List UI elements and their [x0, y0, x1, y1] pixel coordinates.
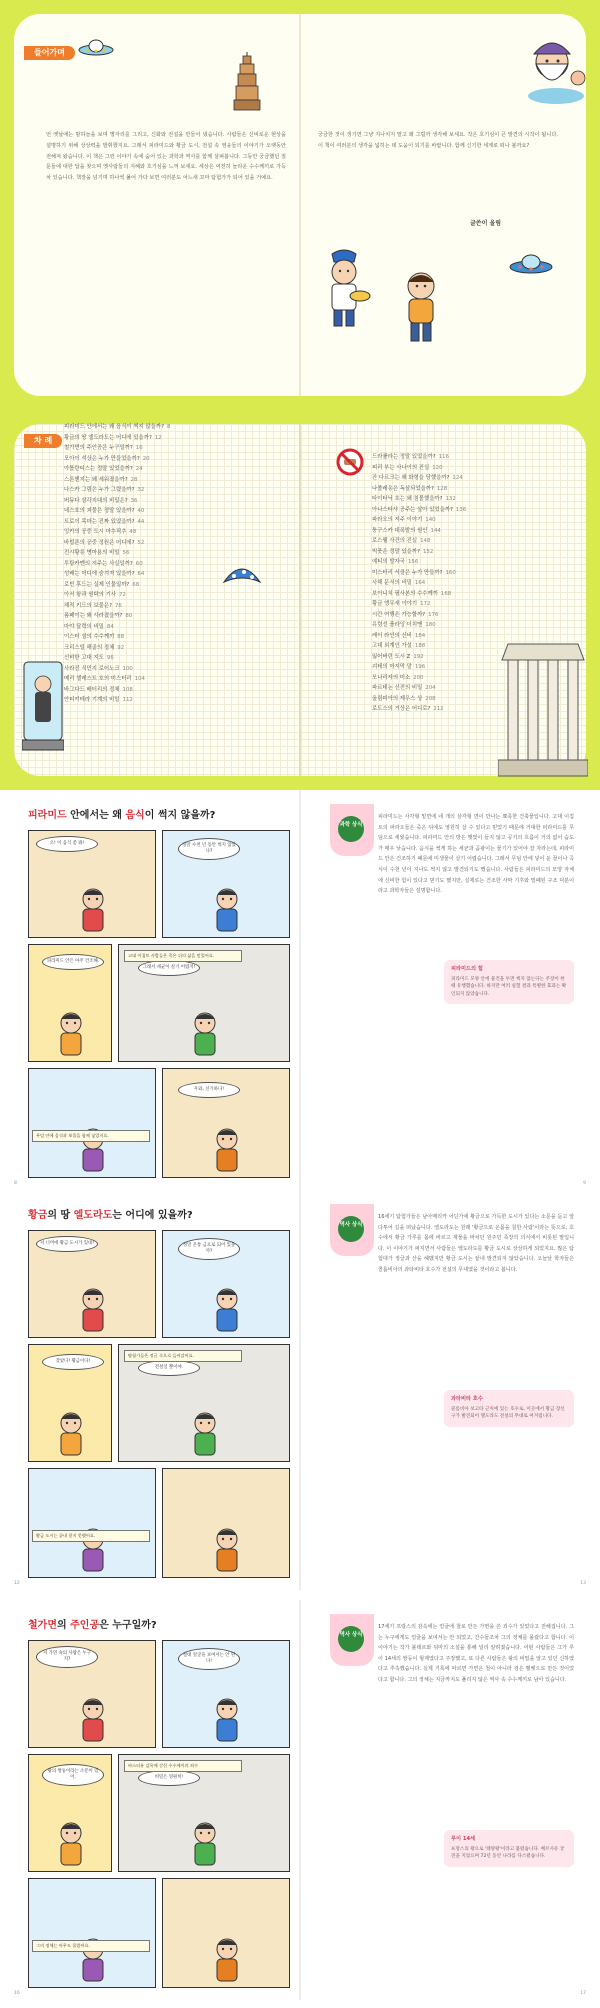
comic-panel — [28, 1468, 156, 1578]
toc-entry-title: 바그다드 배터리의 정체 — [64, 686, 120, 693]
cartoon-character — [51, 1009, 91, 1059]
toc-entry-title: 잃어버린 도시 Z — [372, 653, 411, 660]
toc-entry-title: 마야 달력의 비밀 — [64, 623, 104, 630]
side-note-box — [444, 960, 574, 1004]
speech-balloon: 전설일 뿐이야. — [138, 1360, 200, 1376]
toc-entry-title: 피리 부는 사나이의 진실 — [372, 464, 430, 471]
toc-entry-page: 128 — [436, 485, 448, 492]
toc-list-left — [64, 422, 170, 706]
speech-balloon: 오! 이 음식 좀 봐! — [36, 836, 98, 852]
toc-entry-title: 진시황릉 병마용의 비밀 — [64, 550, 120, 556]
statue-display-case — [22, 660, 64, 752]
toc-badge: 차 례 — [24, 434, 62, 448]
toc-entry-page: 56 — [122, 550, 130, 556]
toc-entry-page: 92 — [117, 644, 125, 651]
toc-entry-page: 100 — [122, 665, 133, 672]
comic-panels — [28, 1230, 290, 1580]
child-character — [394, 266, 448, 346]
toc-entry-title: 잉카의 공중 도시 마추픽추 — [64, 529, 127, 535]
page-gutter — [299, 424, 301, 776]
cartoon-character — [207, 885, 247, 935]
toc-entry-title: 로스웰 사건의 진실 — [372, 538, 418, 544]
cartoon-character — [207, 1125, 247, 1175]
toc-entry — [64, 433, 170, 444]
comic-caption: 무덤 안에 음식과 보물을 함께 넣었지요. — [32, 1130, 150, 1142]
speech-balloon: 정말 온통 금으로 되어 있을까? — [178, 1238, 240, 1260]
toc-entry-page: 196 — [414, 664, 426, 670]
toc-entry-page: 36 — [130, 497, 138, 504]
toc-entry — [64, 464, 170, 475]
cartoon-character — [73, 1695, 113, 1745]
toc-entry — [64, 695, 170, 706]
article-title-part: 피라미드 — [28, 810, 67, 821]
toc-entry — [64, 443, 170, 454]
cartoon-character — [185, 1009, 225, 1059]
greek-ruins-illustration — [498, 630, 588, 780]
article-title-part: 는 어디에 있을까? — [112, 1210, 193, 1221]
preface-right-text: 궁금한 것이 생기면 그냥 지나치지 말고 왜 그럴까 생각해 보세요. 작은 호기심이 큰 발견의 시작이 됩니다. 이 책이 여러분의 생각을 넓히는 데 도움이 되기를 바랍니다. 함께 신기한 세계로 떠나 볼까요? — [318, 132, 558, 149]
toc-entry-title: 시간 여행은 가능할까? — [372, 611, 426, 618]
cartoon-character — [73, 885, 113, 935]
page-gutter — [299, 14, 301, 396]
toc-entry-title: 피라미드 안에서는 왜 음식이 썩지 않을까? — [64, 424, 164, 430]
article-title-part: 음식 — [125, 810, 145, 821]
toc-entry-page: 124 — [452, 475, 463, 481]
toc-entry-page: 136 — [455, 506, 467, 513]
toc-entry-title: 레이 라인의 신비 — [372, 632, 412, 639]
no-sign-icon — [336, 448, 364, 476]
toc-entry — [64, 506, 170, 517]
speech-balloon: 저 너머에 황금 도시가 있대! — [36, 1236, 98, 1252]
toc-entry-title: 투탕카멘의 저주는 사실일까? — [64, 560, 133, 567]
toc-entry-title: 파라오의 저주 이야기 — [372, 517, 423, 523]
article-title-part: 은 누구일까? — [99, 1620, 157, 1631]
toc-entry-title: 아틀란티스는 정말 있었을까? — [64, 466, 133, 472]
toc-entry — [64, 527, 170, 538]
toc-entry-page: 168 — [440, 590, 452, 597]
explain-tab-label: 과학 상식 — [338, 816, 364, 842]
toc-entry — [372, 557, 466, 568]
speech-balloon: 우와, 신기하다! — [178, 1082, 240, 1098]
toc-entry-title: 올림피아의 제우스 상 — [372, 695, 423, 702]
toc-entry — [64, 569, 170, 580]
toc-entry — [372, 662, 466, 673]
toc-entry-title: 사라진 식민지 로어노크 — [64, 665, 120, 672]
toc-entry-page: 164 — [414, 580, 426, 586]
article-title-part: 주인공 — [70, 1620, 100, 1631]
article-body-text: 16세기 탐험가들은 남아메리카 어딘가에 황금으로 가득한 도시가 있다는 소문을 듣고 앞다투어 길을 떠났습니다. 엘도라도는 원래 '황금으로 온몸을 칠한 사람'이라는 뜻으로, 호수에서 황금 가루를 몸에 바르고 제물을 바치던 원주민 족장의 의식에서 비롯된 말입니다. 이 이야기가 퍼지면서 사람들은 엘도라도를 황금 도시로 상상하게 되었지요. 많은 탐험대가 정글과 산을 헤맸지만 황금 도시는 끝내 발견되지 않았습니다. 오늘날 학자들은 콜롬비아의 과타비타 호수가 전설의 무대였을 것이라고 봅니다. — [378, 1214, 574, 1273]
toc-entry-title: 나스카 그림은 누가 그렸을까? — [64, 487, 135, 493]
toc-entry — [372, 452, 466, 463]
cartoon-character — [207, 1525, 247, 1575]
toc-entry-page: 76 — [114, 602, 122, 609]
toc-entry-title: 빅풋은 정말 있을까? — [372, 548, 420, 555]
toc-entry-title: 성배는 어디에 숨겨져 있을까? — [64, 571, 135, 577]
toc-entry — [64, 664, 170, 675]
toc-entry — [372, 536, 466, 547]
toc-entry-page: 12 — [154, 434, 162, 441]
toc-entry-title: 드라큘라는 정말 있었을까? — [372, 454, 436, 460]
toc-entry-page: 8 — [166, 424, 171, 430]
toc-entry-page: 16 — [135, 445, 143, 451]
toc-entry-page: 112 — [122, 697, 133, 703]
toc-entry-title: 버뮤다 삼각지대의 비밀은? — [64, 497, 128, 504]
side-note-title: 루이 14세 — [451, 1836, 476, 1842]
toc-entry-title: 괴테의 마지막 말 — [372, 664, 412, 670]
toc-entry-page: 80 — [125, 613, 133, 619]
article-title — [28, 1616, 157, 1631]
comic-panel — [28, 1068, 156, 1178]
side-note-box — [444, 1390, 574, 1427]
toc-entry-page: 212 — [433, 706, 444, 712]
toc-entry-title: 아나스타샤 공주는 살아 있었을까? — [372, 506, 453, 513]
cartoon-character — [73, 1285, 113, 1335]
toc-entry-title: 모나리자의 미소 — [372, 674, 411, 681]
cartoon-character — [207, 1285, 247, 1335]
preface-signature: 글쓴이 올림 — [470, 220, 502, 227]
side-note-title: 과타비타 호수 — [451, 1396, 483, 1402]
toc-entry — [372, 652, 466, 663]
toc-entry — [372, 547, 466, 558]
toc-entry-page: 180 — [425, 622, 436, 628]
side-note-text: 피라미드 모양 안에 물건을 두면 썩지 않는다는 주장이 한때 유행했습니다. 하지만 여러 실험 결과 특별한 효과는 확인되지 않았습니다. — [451, 976, 567, 997]
toc-entry — [64, 643, 170, 654]
toc-entry-page: 84 — [106, 623, 114, 630]
speech-balloon: 절대 얼굴을 보여서는 안 된다! — [178, 1648, 240, 1670]
toc-entry-title: 유령선 플라잉 더치맨 — [372, 622, 423, 628]
comic-panel — [28, 1878, 156, 1988]
toc-entry-page: 72 — [119, 592, 126, 598]
toc-entry-page: 60 — [135, 560, 143, 567]
article-title-part: 안에서는 왜 — [66, 810, 126, 821]
comic-panel — [162, 1878, 290, 1988]
speech-balloon: 저 가면 속의 사람은 누구지? — [36, 1646, 98, 1668]
toc-entry-page: 64 — [137, 571, 145, 577]
toc-entry — [372, 568, 466, 579]
toc-entry — [372, 599, 466, 610]
comic-panels — [28, 1640, 290, 1990]
cartoon-character — [185, 1819, 225, 1869]
flying-saucer-icon — [508, 252, 554, 276]
toc-entry-page: 40 — [137, 508, 145, 514]
side-note-text: 프랑스의 왕으로 '태양왕'이라고 불렸습니다. 베르사유 궁전을 지었으며 72년 동안 나라를 다스렸습니다. — [451, 1846, 565, 1860]
toc-entry-title: 나폴레옹은 독살되었을까? — [372, 485, 434, 492]
toc-entry — [64, 622, 170, 633]
toc-entry — [372, 515, 466, 526]
toc-entry-page: 184 — [414, 632, 426, 639]
toc-entry-page: 192 — [413, 653, 424, 660]
toc-entry-title: 트로이 목마는 진짜 있었을까? — [64, 518, 135, 525]
side-note-text: 콜롬비아 보고타 근처에 있는 호수로, 이곳에서 황금 장신구가 발견되어 엘도라도 전설의 무대로 여겨집니다. — [451, 1406, 565, 1420]
toc-entry-title: 황금 앵무새 이야기 — [372, 601, 418, 607]
toc-entry — [64, 580, 170, 591]
toc-entry-page: 32 — [137, 487, 145, 493]
page-number-right: 17 — [580, 1991, 586, 1996]
page-gutter — [299, 1600, 301, 2000]
toc-entry-page: 48 — [129, 529, 137, 535]
toc-entry — [372, 463, 466, 474]
toc-entry-title: 황금의 땅 엘도라도는 어디에 있을까? — [64, 434, 152, 441]
toc-entry — [64, 653, 170, 664]
toc-entry-title: 해적 키드의 보물은? — [64, 602, 112, 609]
toc-entry-page: 52 — [137, 539, 145, 546]
comic-caption: 그의 정체는 아무도 몰랐어요. — [32, 1940, 150, 1952]
toc-entry-title: 크리스털 해골의 정체 — [64, 644, 115, 651]
comic-panel — [118, 944, 290, 1062]
toc-entry-page: 20 — [142, 455, 150, 462]
toc-entry — [64, 685, 170, 696]
cartoon-character — [207, 1935, 247, 1985]
comic-panels — [28, 830, 290, 1180]
article-pyramid — [0, 790, 600, 1190]
article-title-part: 철가면 — [28, 1620, 57, 1631]
comic-panel — [118, 1344, 290, 1462]
toc-entry-title: 보이니치 필사본의 수수께끼 — [372, 590, 438, 597]
toc-entry-page: 96 — [106, 655, 114, 661]
preface-badge: 들어가며 — [24, 46, 75, 60]
toc-entry-title: 아서 왕과 원탁의 기사 — [64, 592, 117, 598]
toc-entry — [64, 496, 170, 507]
page-number-left: 8 — [14, 1181, 17, 1186]
toc-entry — [64, 590, 170, 601]
toc-entry — [64, 611, 170, 622]
speech-balloon: 왕의 쌍둥이라는 소문이 있어. — [42, 1764, 104, 1786]
toc-entry — [372, 631, 466, 642]
pagoda-tower-illustration — [232, 52, 262, 112]
preface-left-text: 먼 옛날에는 밤하늘을 보며 별자리를 그리고, 신화와 전설을 만들어 냈습니다. 사람들은 신비로운 현상을 설명하기 위해 상상력을 발휘했지요. 그래서 피라미드와 황금 도시, 전설 속 영웅들의 이야기가 오랫동안 전해져 왔습니다. 이 책은 그런 이야기 속에 숨어 있는 과학과 역사를 함께 살펴봅니다. 그동안 궁금했던 질문들에 대한 답을 찾으며 옛사람들의 지혜와 호기심을 느껴 보세요. 세상은 여전히 놀라운 수수께끼로 가득 차 있습니다. 책장을 넘기며 하나씩 풀어 가다 보면 여러분도 어느새 꼬마 탐험가가 되어 있을 거예요. — [46, 132, 286, 182]
article-body-text: 피라미드는 사각형 밑면에 네 개의 삼각형 면이 만나는 뾰족한 건축물입니다. 고대 이집트의 파라오들은 죽은 뒤에도 영원히 살 수 있다고 믿었기 때문에 거대한 피라미드를 무덤으로 세웠습니다. 피라미드 안의 방은 햇빛이 들지 않고 공기의 흐름이 거의 없어 습도가 매우 낮습니다. 음식을 썩게 하는 세균과 곰팡이는 물기가 있어야 잘 자라는데, 피라미드 안은 건조하기 때문에 미생물이 살기 어렵습니다. 그래서 무덤 안에 넣어 둔 꿀이나 곡식이 수천 년이 지나도 썩지 않고 발견되기도 했습니다. 사람들은 피라미드의 모양 자체에 신비한 힘이 있다고 믿기도 했지만, 실제로는 건조한 사막 기후와 밀폐된 구조 덕분이라고 과학자들은 설명합니다. — [378, 814, 574, 895]
toc-entry-title: 파르테논 신전의 비밀 — [372, 685, 423, 691]
page-number-left: 12 — [14, 1581, 20, 1586]
fortune-cookie-illustration — [222, 562, 262, 588]
toc-entry-title: 신비한 고대 지도 — [64, 655, 104, 661]
toc-entry-page: 140 — [425, 517, 436, 523]
toc-entry-page: 44 — [137, 518, 145, 525]
toc-entry-page: 120 — [432, 464, 443, 471]
toc-entry-page: 160 — [445, 569, 456, 576]
comic-caption: 바스티유 감옥에 갇힌 수수께끼의 죄수 — [124, 1760, 242, 1772]
toc-entry — [372, 610, 466, 621]
toc-entry — [372, 694, 466, 705]
toc-entry — [64, 674, 170, 685]
toc-entry — [372, 589, 466, 600]
toc-entry — [372, 683, 466, 694]
toc-entry — [372, 484, 466, 495]
toc-entry-title: 메리 셀레스트 호의 미스터리 — [64, 676, 132, 682]
side-note-box — [444, 1830, 574, 1867]
article-title — [28, 1206, 193, 1221]
toc-entry — [64, 485, 170, 496]
page-gutter — [299, 790, 301, 1190]
toc-entry-page: 132 — [445, 496, 456, 502]
explain-tab — [330, 1614, 374, 1666]
boy-with-bowl-character — [314, 246, 374, 332]
toc-entry — [64, 559, 170, 570]
old-man-character — [512, 34, 586, 104]
toc-entry-title: 이스터 섬의 수수께끼 — [64, 634, 115, 640]
toc-entry — [372, 526, 466, 537]
preface-spread — [0, 0, 600, 410]
toc-entry-page: 88 — [117, 634, 125, 640]
toc-entry-title: 타이타닉 호는 왜 침몰했을까? — [372, 496, 443, 502]
toc-entry-title: 로빈 후드는 실제 인물일까? — [64, 581, 130, 588]
toc-entry — [372, 673, 466, 684]
toc-entry-page: 208 — [425, 695, 436, 702]
toc-entry-title: 퉁구스카 대폭발의 원인 — [372, 527, 428, 534]
page-number-right: 9 — [583, 1181, 586, 1186]
page-number-left: 16 — [14, 1991, 20, 1996]
toc-entry-title: 사해 문서의 비밀 — [372, 580, 412, 586]
cartoon-character — [185, 1409, 225, 1459]
toc-entry — [372, 641, 466, 652]
toc-entry — [64, 454, 170, 465]
toc-entry-page: 68 — [132, 581, 140, 588]
article-body-text: 17세기 프랑스의 감옥에는 얼굴에 철로 만든 가면을 쓴 죄수가 있었다고 전해집니다. 그는 누구에게도 얼굴을 보여서는 안 되었고, 간수들조차 그의 정체를 몰랐다고 합니다. 이 이야기는 작가 볼테르와 뒤마의 소설을 통해 널리 알려졌습니다. 어떤 사람들은 그가 루이 14세의 쌍둥이 형제였다고 주장했고, 또 다른 사람들은 왕의 비밀을 알고 있던 신하였다고 추측했습니다. 실제 기록에 따르면 가면은 철이 아니라 검은 벨벳으로 만든 것이었다고 합니다. 그의 정체는 지금까지도 풀리지 않은 역사 속 수수께끼로 남아 있습니다. — [378, 1624, 574, 1683]
article-title-part: 이 썩지 않을까? — [144, 810, 216, 821]
toc-entry-title: 스톤헨지는 왜 세워졌을까? — [64, 476, 128, 483]
speech-balloon: 그래서 세균이 살기 어렵지! — [138, 960, 200, 976]
toc-entry-title: 잔 다르크는 왜 화형을 당했을까? — [372, 475, 450, 481]
cartoon-character — [207, 1695, 247, 1745]
toc-entry — [64, 632, 170, 643]
side-note-title: 피라미드의 힘 — [451, 966, 483, 972]
toc-entry-title: 바빌론의 공중 정원은 어디에? — [64, 539, 135, 546]
toc-entry — [372, 704, 466, 715]
toc-entry-page: 104 — [134, 676, 145, 682]
article-title-part: 의 — [56, 1620, 71, 1631]
toc-entry — [64, 548, 170, 559]
explain-tab — [330, 804, 374, 856]
comic-caption: 탐험가들은 정글 속으로 들어갔어요. — [124, 1350, 242, 1362]
toc-entry — [372, 620, 466, 631]
comic-panel — [118, 1754, 290, 1872]
toc-entry-title: 예티의 발자국 — [372, 559, 405, 565]
speech-balloon: 비밀은 영원히! — [138, 1770, 200, 1786]
toc-entry — [64, 475, 170, 486]
toc-entry-title: 네스호의 괴물은 정말 있을까? — [64, 508, 135, 514]
toc-entry-title: 미스터리 서클은 누가 만들까? — [372, 569, 443, 576]
toc-entry — [64, 601, 170, 612]
speech-balloon: 정말 수천 년 동안 썩지 않았나? — [178, 838, 240, 860]
toc-entry-title: 철가면의 주인공은 누구일까? — [64, 445, 133, 451]
cartoon-character — [51, 1409, 91, 1459]
comic-panel — [162, 1468, 290, 1578]
toc-entry — [372, 578, 466, 589]
toc-entry-page: 188 — [414, 643, 426, 649]
speech-balloon: 찾았다! 황금이다! — [42, 1354, 104, 1370]
toc-entry-page: 200 — [413, 674, 424, 681]
toc-entry-page: 116 — [438, 454, 449, 460]
article-iron-mask — [0, 1600, 600, 2000]
article-title-part: 의 땅 — [47, 1210, 74, 1221]
toc-entry-page: 108 — [122, 686, 133, 693]
page-number-right: 13 — [580, 1581, 586, 1586]
toc-entry-page: 144 — [430, 527, 441, 534]
comic-caption: 고대 이집트 사람들은 죽은 뒤의 삶을 믿었어요. — [124, 950, 242, 962]
page-gutter — [299, 1190, 301, 1590]
article-title-part: 엘도라도 — [73, 1210, 113, 1221]
speech-balloon: 피라미드 안은 아주 건조해. — [42, 954, 104, 970]
toc-entry-page: 148 — [420, 538, 431, 544]
toc-entry-title: 고대 외계인 가설 — [372, 643, 412, 649]
toc-entry-page: 172 — [420, 601, 431, 607]
toc-entry-page: 204 — [425, 685, 436, 691]
toc-entry — [64, 517, 170, 528]
toc-entry-page: 176 — [428, 611, 439, 618]
toc-entry-page: 152 — [422, 548, 434, 555]
toc-entry-page: 156 — [407, 559, 419, 565]
toc-entry — [372, 473, 466, 484]
explain-tab-label: 역사 상식 — [338, 1216, 364, 1242]
toc-list-right — [372, 452, 466, 715]
toc-entry — [372, 505, 466, 516]
comic-caption: 황금 도시는 끝내 찾지 못했어요. — [32, 1530, 150, 1542]
toc-entry-page: 24 — [135, 466, 143, 472]
toc-entry — [372, 494, 466, 505]
toc-entry-title: 안티키테라 기계의 비밀 — [64, 697, 120, 703]
toc-entry — [64, 538, 170, 549]
toc-entry-title: 로도스의 거상은 어디로? — [372, 706, 431, 712]
toc-entry-page: 28 — [130, 476, 138, 483]
article-title — [28, 806, 215, 821]
article-eldorado — [0, 1190, 600, 1590]
ufo-icon — [78, 38, 114, 56]
cartoon-character — [51, 1819, 91, 1869]
article-title-part: 황금 — [28, 1210, 48, 1221]
explain-tab-label: 역사 상식 — [338, 1626, 364, 1652]
toc-entry-title: 폼페이는 왜 사라졌을까? — [64, 613, 123, 619]
toc-entry — [64, 422, 170, 433]
toc-entry-title: 모아이 석상은 누가 만들었을까? — [64, 455, 140, 462]
explain-tab — [330, 1204, 374, 1256]
